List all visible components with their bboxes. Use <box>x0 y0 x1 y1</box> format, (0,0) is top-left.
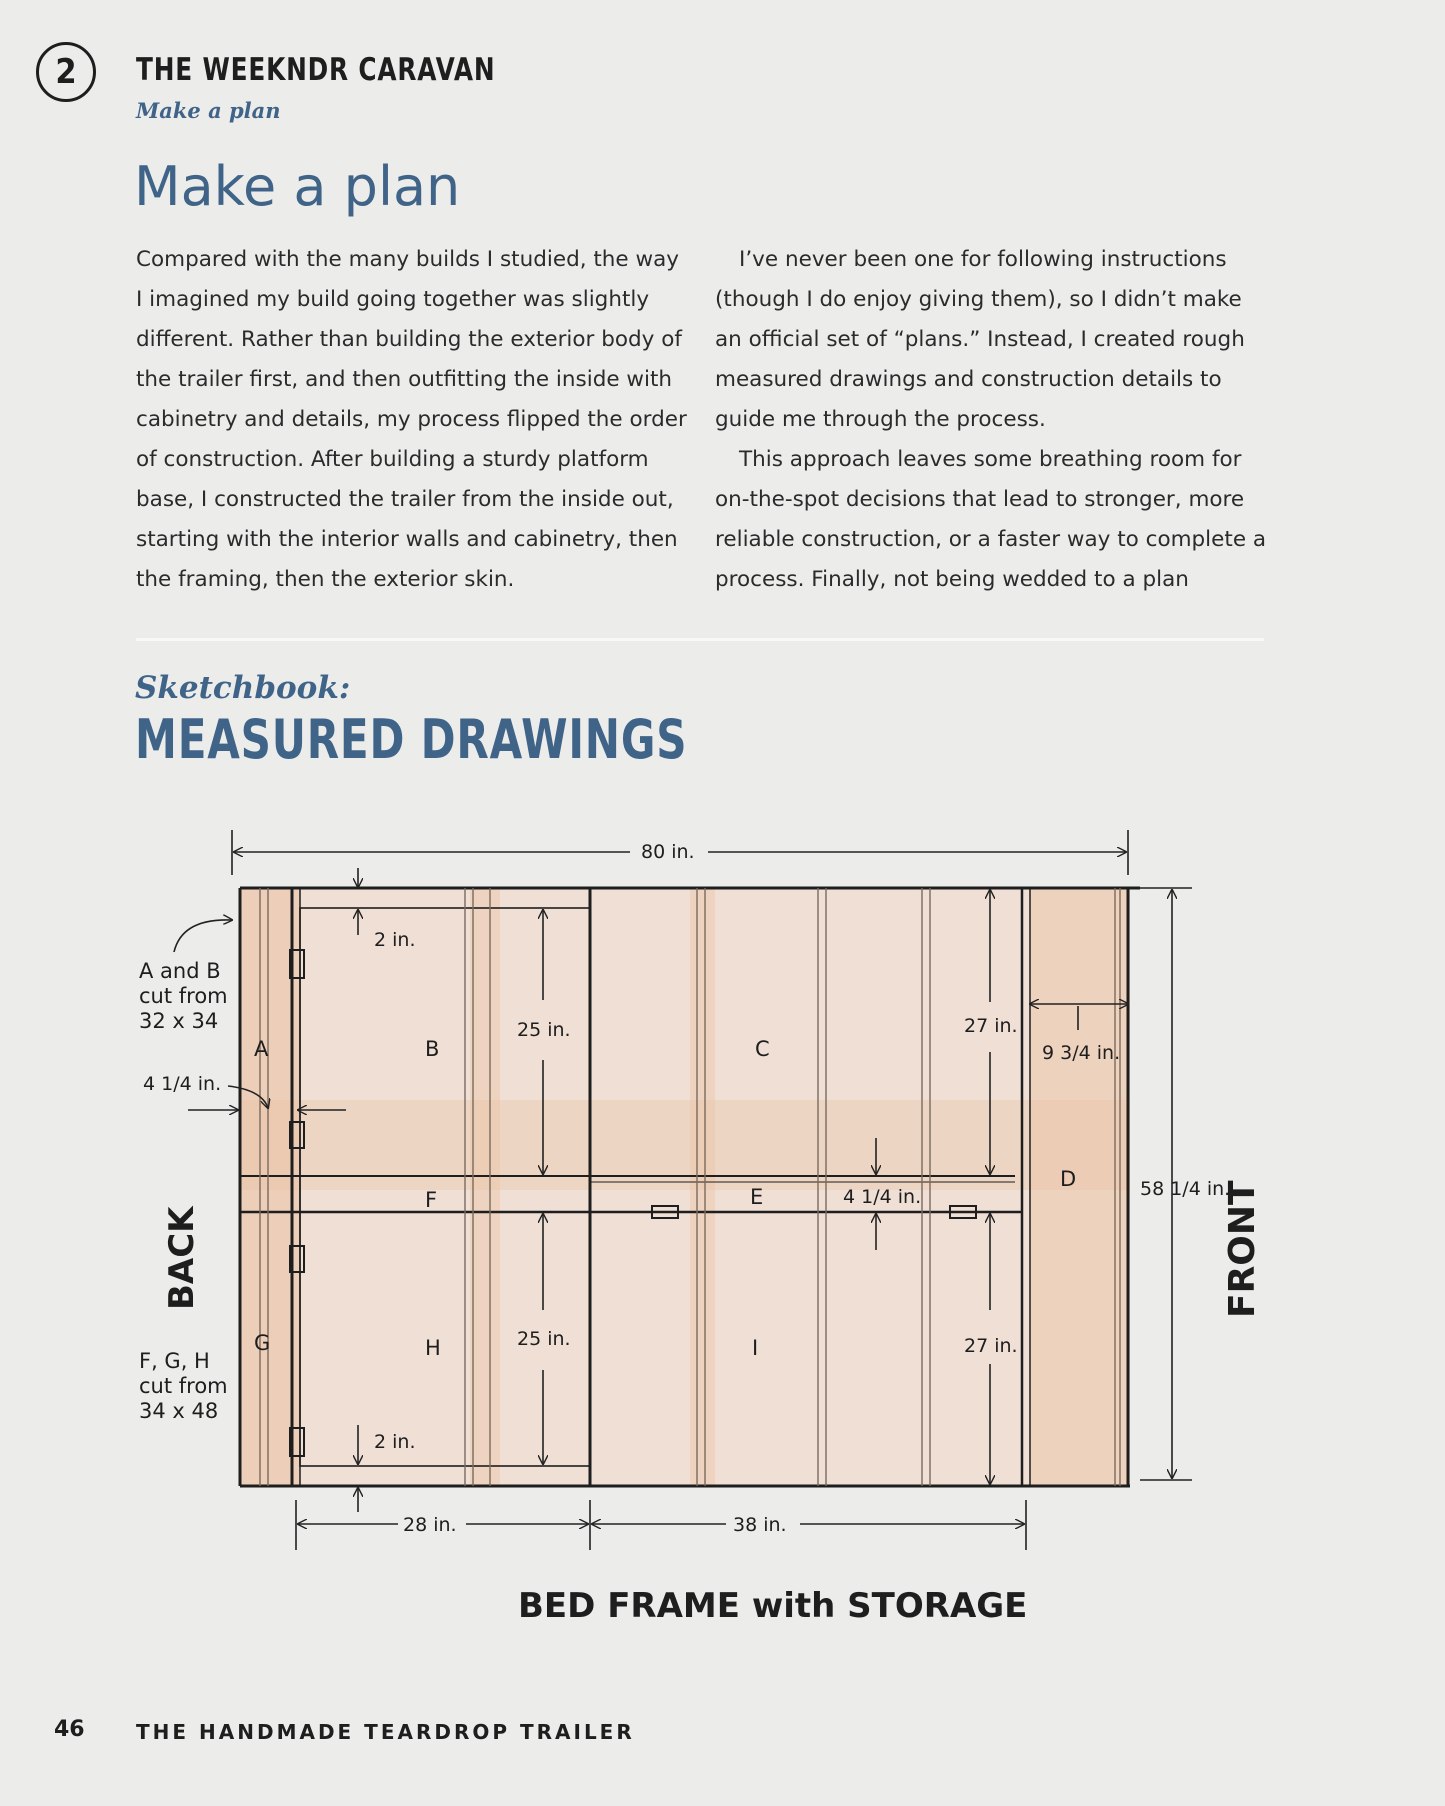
page-heading: Make a plan <box>134 155 461 218</box>
dim-overall-depth: 58 1/4 in. <box>1140 1178 1231 1200</box>
sketchbook-label: Sketchbook: <box>135 670 351 706</box>
body-paragraph: I’ve never been one for following instructions (though I do enjoy giving them), so I didn’t make an official set of “plans.” Instead, I created rough measured drawings and construction details to guide me through the process. <box>715 247 1245 432</box>
dim-overall-width: 80 in. <box>641 841 695 863</box>
svg-text:F, G, H: F, G, H <box>139 1349 210 1373</box>
panel-label-b: B <box>425 1037 440 1061</box>
body-paragraph: This approach leaves some breathing room for on-the-spot decisions that lead to stronger, more reliable construction, or a faster way to complete a process. Finally, not being wedded to a plan <box>715 447 1267 592</box>
chapter-title: THE WEEKNDR CARAVAN <box>136 52 496 88</box>
chapter-number-badge: 2 <box>36 42 96 102</box>
side-label-back: BACK <box>162 1206 202 1310</box>
dim-center-rail: 4 1/4 in. <box>843 1186 922 1208</box>
section-label: Make a plan <box>136 98 281 123</box>
dim-b-height: 25 in. <box>517 1019 571 1041</box>
plywood-wash <box>240 888 1130 1486</box>
panel-label-d: D <box>1060 1167 1077 1191</box>
sketchbook-title: MEASURED DRAWINGS <box>135 708 688 771</box>
panel-label-g: G <box>254 1331 271 1355</box>
svg-text:cut from: cut from <box>139 984 228 1008</box>
svg-text:32 x 34: 32 x 34 <box>139 1009 219 1033</box>
panel-label-h: H <box>425 1336 441 1360</box>
page-number: 46 <box>54 1717 85 1742</box>
panel-label-i: I <box>752 1336 759 1360</box>
side-label-front: FRONT <box>1222 1180 1263 1318</box>
dim-back-offset: 4 1/4 in. <box>143 1073 222 1095</box>
svg-text:cut from: cut from <box>139 1374 228 1398</box>
panel-label-f: F <box>425 1188 438 1212</box>
dim-d-width: 9 3/4 in. <box>1042 1042 1121 1064</box>
cut-note-fgh <box>139 1349 228 1423</box>
cut-note-ab <box>139 959 228 1033</box>
svg-text:34 x 48: 34 x 48 <box>139 1399 219 1423</box>
drawing-caption: BED FRAME with STORAGE <box>518 1586 1028 1626</box>
panel-label-e: E <box>750 1185 764 1209</box>
dim-bottom-gap: 2 in. <box>374 1431 416 1453</box>
panel-label-a: A <box>254 1037 269 1061</box>
dim-c-height: 27 in. <box>964 1015 1018 1037</box>
dim-bottom-right: 38 in. <box>733 1514 787 1536</box>
dim-bottom-left: 28 in. <box>403 1514 457 1536</box>
svg-text:A and B: A and B <box>139 959 221 983</box>
body-paragraph: Compared with the many builds I studied, the way I imagined my build going together was slightly different. Rather than building the exterior body of the trailer first, and then outfitting the inside with cabinetry and details, my process flipped the order of construction. After building a sturdy platform base, I constructed the trailer from the inside out, starting with the interior walls and cabinetry, then the framing, then the exterior skin. <box>136 247 687 592</box>
dim-top-gap: 2 in. <box>374 929 416 951</box>
dim-h-height: 25 in. <box>517 1328 571 1350</box>
dim-i-height: 27 in. <box>964 1335 1018 1357</box>
panel-label-c: C <box>755 1037 770 1061</box>
running-footer-title: THE HANDMADE TEARDROP TRAILER <box>136 1720 635 1744</box>
